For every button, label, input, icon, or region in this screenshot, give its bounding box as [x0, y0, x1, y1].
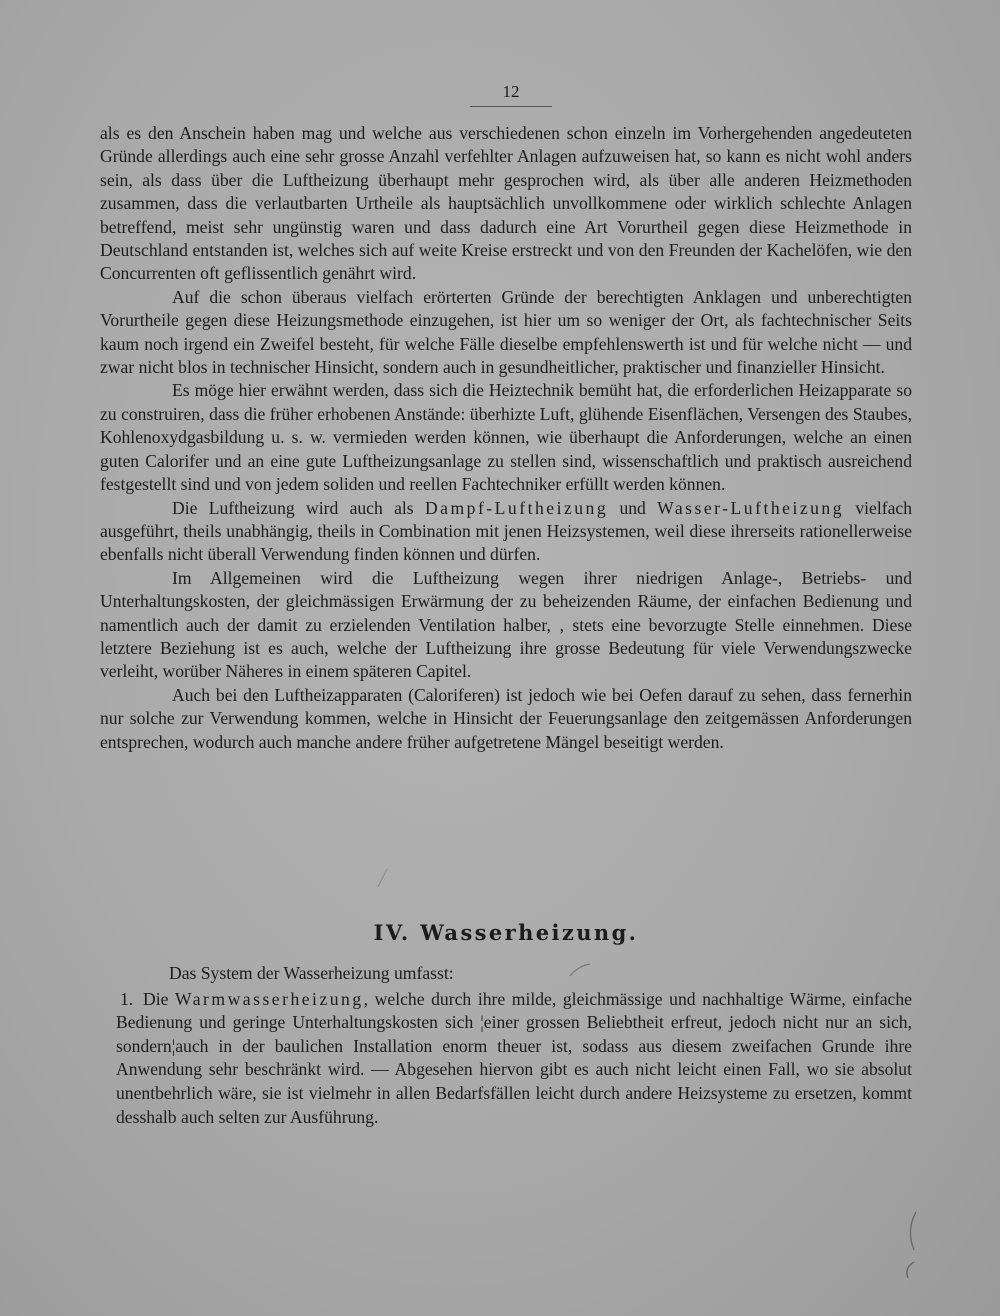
paragraph-calorifers: Auch bei den Luftheizapparaten (Caloriferen) ist jedoch wie bei Oefen darauf zu sehen, dass fernerhin nur solche zur Verwendung kommen, welche in Hinsicht der Feuerungsanlage den zeitgemässen Anforderungen entsprechen, wodurch auch manche andere früher aufgetretene Mängel beseitigt werden. [100, 684, 912, 752]
paragraph-prejudices: Auf die schon überaus vielfach erörterten Gründe der berechtigten Anklagen und unberechtigten Vorurtheile gegen diese Heizungsmethode einzugehen, ist hier um so weniger der Ort, als fachtechnischer Seits kaum noch irgend ein Zweifel besteht, für welche Fälle dieselbe empfehlenswerth ist und für welche nicht — und zwar nicht blos in technischer Hinsicht, sondern auch in gesundheitlicher, praktischer und finanzieller Hinsicht. [100, 286, 912, 378]
pencil-mark-icon [568, 962, 592, 978]
paragraph-text: vielfach ausgeführt, theils unabhängig, theils in Combination mit jenen Heizsystemen, weil diese ihrerseits rationellerweise ebenfalls nicht überall Verwendung finden können und dürfen. [100, 497, 912, 565]
body-text [100, 122, 912, 754]
tick-mark-icon [375, 868, 389, 888]
margin-mark-icon [900, 1210, 920, 1280]
paragraph-advantages: Im Allgemeinen wird die Luftheizung wegen ihrer niedrigen Anlage-, Betriebs- und Unterhaltungskosten, der gleichmässigen Erwärmung der zu beheizenden Räume, der einfachen Bedienung und namentlich auch der damit zu erzielenden Ventilation halber, ‚ stets eine bevorzugte Stelle einnehmen. Diese letztere Beziehung ist es auch, welche der Luftheizung ihre grosse Bedeutung für viele Verwendungszwecke verleiht, worüber Näheres in einem späteren Capitel. [100, 567, 912, 682]
section-intro: Das System der Wasserheizung umfasst: [169, 963, 454, 983]
paragraph-heating-technology: Es möge hier erwähnt werden, dass sich die Heiztechnik bemüht hat, die erforderlichen Heizapparate so zu construiren, dass die früher erhobenen Anstände: überhizte Luft, glühende Eisenflächen, Versengen des Staubes, Kohlenoxydgasbildung u. s. w. vermieden werden können, wie überhaupt die Anforderungen, welche an einen guten Calorifer und an eine gute Luftheizungsanlage zu stellen sind, wissenschaftlich und praktisch ausreichend festgestellt sind und von jedem soliden und reellen Fachtechniker erfüllt werden können. [100, 380, 912, 495]
section-text [100, 962, 912, 1129]
emphasized-term-warm-water-heating: Warmwasserheizung [175, 988, 364, 1009]
paragraph-text: Die Luftheizung wird auch als [172, 497, 425, 518]
list-item-text: , welche durch ihre milde, gleichmässige und nachhaltige Wärme, einfache Bedienung und geringe Unterhaltungskosten sich ¦einer grossen Beliebtheit erfreut, jedoch nicht nur an sich, sondern¦auch in der baulichen Installation enorm theuer ist, sodass aus diesem zweifachen Grunde ihre Anwendung sehr beschränkt wird. — Abgesehen hiervon gibt es auch nicht leicht einen Fall, wo sie absolut unentbehrlich wäre, sie ist vielmehr in allen Bedarfsfällen leicht durch andere Heizsysteme zu ersetzen, kommt desshalb auch selten zur Ausführung. [116, 988, 912, 1127]
page-number: 12 [470, 82, 552, 107]
list-item-lead: Die [143, 988, 176, 1009]
emphasized-term-water-air-heating: Wasser-Luftheizung [657, 497, 845, 518]
paragraph-text: und [608, 497, 658, 518]
paragraph-continuation: als es den Anschein haben mag und welche aus verschiedenen schon einzeln im Vorhergehenden angedeuteten Gründe allerdings auch eine sehr grosse Anzahl verfehlter Anlagen aufzuweisen hat, so kann es nicht wohl anders sein, als dass über die Luftheizung überhaupt mehr gesprochen wird, als über alle anderen Heizmethoden zusammen, dass die verlautbarten Urtheile als hauptsächlich unvollkommene oder wirklich schlechte Anlagen betreffend, meist sehr ungünstig waren und dass dadurch eine Art Vorurtheil gegen diese Heizmethode in Deutschland entstanden ist, welches sich auf weite Kreise erstreckt und von den Freunden der Kachelöfen, wie den Concurrenten oft geflissentlich genährt wird. [100, 123, 912, 284]
paragraph-combined-heating [100, 497, 912, 567]
emphasized-term-steam-air-heating: Dampf-Luftheizung [424, 497, 609, 518]
section-heading: IV. Wasserheizung. [373, 920, 639, 945]
list-item [100, 988, 912, 1130]
list-item-number: 1. [120, 988, 134, 1009]
